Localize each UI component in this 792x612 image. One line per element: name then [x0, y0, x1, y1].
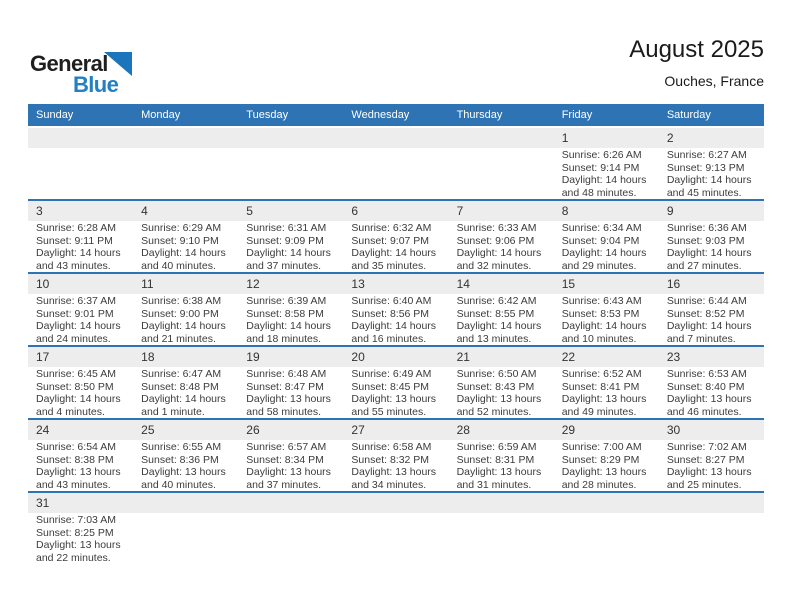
detail-line: Sunrise: 7:00 AM	[561, 441, 642, 453]
header-titles	[629, 36, 764, 89]
detail-line: Sunset: 8:48 PM	[141, 380, 219, 393]
detail-line: Daylight: 13 hours	[246, 466, 331, 479]
week-row-4	[28, 347, 764, 420]
day-details	[449, 367, 554, 418]
day-details	[238, 294, 343, 345]
detail-line: Sunset: 8:56 PM	[351, 307, 430, 320]
day-number: 8	[561, 204, 569, 218]
day-details	[449, 221, 554, 272]
detail-line: Sunset: 8:45 PM	[351, 380, 430, 393]
detail-line: Sunrise: 6:40 AM	[351, 295, 432, 307]
day-details	[28, 221, 133, 272]
detail-line: Sunset: 8:27 PM	[666, 453, 745, 466]
day-cell-21	[449, 347, 554, 418]
detail-line: and 13 minutes.	[456, 332, 532, 345]
empty-day-cell	[238, 493, 343, 564]
day-cell-13	[343, 274, 448, 345]
detail-line: Sunrise: 6:31 AM	[246, 222, 327, 234]
day-details	[238, 440, 343, 491]
day-cell-25	[133, 420, 238, 491]
detail-line: and 58 minutes.	[246, 405, 321, 418]
day-cell-18	[133, 347, 238, 418]
day-cell-16	[659, 274, 764, 345]
detail-line: and 7 minutes.	[666, 332, 736, 345]
day-number: 20	[351, 350, 365, 364]
day-cell-29	[554, 420, 659, 491]
detail-line: Daylight: 14 hours	[351, 320, 437, 333]
detail-line: and 52 minutes.	[456, 405, 532, 418]
detail-line: Daylight: 14 hours	[141, 393, 226, 406]
day-cell-27	[343, 420, 448, 491]
day-number: 24	[36, 423, 50, 437]
detail-line: Sunset: 8:41 PM	[561, 380, 640, 393]
day-number: 19	[246, 350, 260, 364]
detail-line: Sunrise: 6:28 AM	[36, 222, 116, 234]
detail-line: and 32 minutes.	[456, 259, 532, 272]
day-number: 27	[351, 423, 365, 437]
detail-line: Daylight: 13 hours	[351, 393, 437, 406]
detail-line: Sunset: 9:04 PM	[561, 234, 640, 247]
empty-day-cell	[343, 493, 448, 564]
day-details	[133, 367, 238, 418]
detail-line: and 34 minutes.	[351, 478, 427, 491]
day-cell-8	[554, 201, 659, 272]
day-cell-22	[554, 347, 659, 418]
detail-line: and 48 minutes.	[561, 186, 637, 199]
day-details	[343, 367, 448, 418]
detail-line: Daylight: 13 hours	[36, 539, 121, 552]
detail-line: Sunrise: 6:57 AM	[246, 441, 327, 453]
detail-line: Sunset: 9:14 PM	[561, 161, 640, 174]
detail-line: Sunset: 9:11 PM	[36, 234, 113, 247]
day-number: 7	[456, 204, 464, 218]
detail-line: Sunrise: 6:47 AM	[141, 368, 222, 380]
empty-day-cell	[133, 493, 238, 564]
week-row-5	[28, 420, 764, 493]
day-cell-12	[238, 274, 343, 345]
day-number: 9	[666, 204, 674, 218]
week-row-1	[28, 128, 764, 201]
detail-line: Daylight: 13 hours	[456, 393, 542, 406]
day-cell-15	[554, 274, 659, 345]
day-cell-2	[659, 128, 764, 199]
detail-line: Sunrise: 6:33 AM	[456, 222, 537, 234]
empty-day-cell	[343, 128, 448, 199]
day-cell-1	[554, 128, 659, 199]
detail-line: and 55 minutes.	[351, 405, 427, 418]
day-number: 13	[351, 277, 365, 291]
detail-line: and 37 minutes.	[246, 478, 321, 491]
detail-line: Daylight: 14 hours	[666, 247, 752, 260]
detail-line: Sunset: 8:25 PM	[36, 526, 114, 539]
day-number: 29	[561, 423, 576, 437]
day-number: 1	[561, 131, 569, 145]
detail-line: Sunset: 9:01 PM	[36, 307, 114, 320]
weekday-header-sunday: Sunday	[36, 109, 74, 121]
day-details	[554, 148, 659, 199]
detail-line: and 43 minutes.	[36, 478, 111, 491]
empty-day-cell	[28, 128, 133, 199]
detail-line: Sunrise: 6:53 AM	[666, 368, 747, 380]
detail-line: Sunrise: 6:43 AM	[561, 295, 642, 307]
calendar-weeks	[28, 128, 764, 564]
detail-line: Sunset: 8:38 PM	[36, 453, 114, 466]
weekday-header-row	[28, 104, 764, 126]
day-number: 21	[456, 350, 470, 364]
day-cell-17	[28, 347, 133, 418]
day-details	[28, 513, 133, 564]
detail-line: Sunrise: 6:50 AM	[456, 368, 537, 380]
detail-line: and 25 minutes.	[666, 478, 742, 491]
day-cell-26	[238, 420, 343, 491]
detail-line: Daylight: 13 hours	[141, 466, 226, 479]
day-number: 6	[351, 204, 359, 218]
detail-line: Sunset: 8:47 PM	[246, 380, 324, 393]
location-subtitle: Ouches, France	[664, 73, 764, 89]
calendar-table	[28, 104, 764, 564]
day-details	[659, 148, 764, 199]
detail-line: and 16 minutes.	[351, 332, 427, 345]
detail-line: Sunset: 8:53 PM	[561, 307, 640, 320]
detail-line: and 35 minutes.	[351, 259, 427, 272]
detail-line: Sunset: 9:07 PM	[351, 234, 430, 247]
detail-line: Daylight: 14 hours	[666, 174, 752, 187]
detail-line: Sunrise: 6:54 AM	[36, 441, 116, 453]
detail-line: Sunset: 9:06 PM	[456, 234, 535, 247]
day-cell-28	[449, 420, 554, 491]
detail-line: Sunrise: 6:45 AM	[36, 368, 116, 380]
detail-line: and 27 minutes.	[666, 259, 742, 272]
day-cell-4	[133, 201, 238, 272]
empty-day-cell	[133, 128, 238, 199]
detail-line: Sunset: 8:55 PM	[456, 307, 535, 320]
detail-line: Daylight: 14 hours	[561, 247, 647, 260]
detail-line: Sunrise: 6:27 AM	[666, 149, 747, 161]
detail-line: Sunrise: 6:39 AM	[246, 295, 327, 307]
day-details	[659, 440, 764, 491]
day-number: 11	[141, 277, 154, 291]
day-number: 25	[141, 423, 155, 437]
detail-line: and 37 minutes.	[246, 259, 321, 272]
detail-line: Sunrise: 6:42 AM	[456, 295, 537, 307]
day-number: 23	[666, 350, 681, 364]
weekday-header-friday: Friday	[561, 109, 593, 121]
detail-line: Sunrise: 7:03 AM	[36, 514, 116, 526]
day-details	[238, 221, 343, 272]
empty-day-cell	[659, 493, 764, 564]
day-details	[659, 294, 764, 345]
detail-line: Daylight: 14 hours	[36, 320, 121, 333]
detail-line: Daylight: 14 hours	[246, 320, 331, 333]
detail-line: Sunrise: 6:26 AM	[561, 149, 642, 161]
detail-line: Sunset: 8:31 PM	[456, 453, 535, 466]
detail-line: and 24 minutes.	[36, 332, 111, 345]
detail-line: Sunrise: 6:32 AM	[351, 222, 432, 234]
detail-line: Sunset: 8:43 PM	[456, 380, 535, 393]
detail-line: Daylight: 14 hours	[141, 320, 226, 333]
detail-line: Sunrise: 6:59 AM	[456, 441, 537, 453]
week-row-3	[28, 274, 764, 347]
day-number: 18	[141, 350, 155, 364]
day-number: 12	[246, 277, 260, 291]
detail-line: Daylight: 14 hours	[561, 174, 647, 187]
detail-line: Sunrise: 6:52 AM	[561, 368, 642, 380]
day-details	[659, 221, 764, 272]
empty-day-cell	[449, 493, 554, 564]
day-number: 28	[456, 423, 470, 437]
detail-line: Sunrise: 6:55 AM	[141, 441, 222, 453]
day-number: 30	[666, 423, 681, 437]
weekday-header-wednesday: Wednesday	[351, 109, 410, 121]
day-number: 31	[36, 496, 50, 510]
day-cell-5	[238, 201, 343, 272]
day-number: 4	[141, 204, 148, 218]
detail-line: and 22 minutes.	[36, 551, 111, 564]
detail-line: and 4 minutes.	[36, 405, 105, 418]
detail-line: Daylight: 14 hours	[351, 247, 437, 260]
day-details	[133, 294, 238, 345]
empty-day-cell	[449, 128, 554, 199]
day-details	[659, 367, 764, 418]
page-title: August 2025	[629, 36, 764, 63]
detail-line: Sunrise: 6:36 AM	[666, 222, 747, 234]
detail-line: Sunrise: 6:37 AM	[36, 295, 116, 307]
day-cell-23	[659, 347, 764, 418]
detail-line: and 46 minutes.	[666, 405, 742, 418]
detail-line: Daylight: 14 hours	[141, 247, 226, 260]
day-cell-19	[238, 347, 343, 418]
weekday-header-saturday: Saturday	[666, 109, 711, 121]
detail-line: Daylight: 13 hours	[36, 466, 121, 479]
detail-line: and 18 minutes.	[246, 332, 321, 345]
day-details	[554, 221, 659, 272]
day-number: 22	[561, 350, 576, 364]
day-cell-9	[659, 201, 764, 272]
day-number: 16	[666, 277, 681, 291]
weekday-header-tuesday: Tuesday	[246, 109, 289, 121]
day-cell-10	[28, 274, 133, 345]
day-details	[343, 221, 448, 272]
detail-line: Daylight: 14 hours	[246, 247, 331, 260]
detail-line: Sunset: 9:10 PM	[141, 234, 219, 247]
detail-line: Sunrise: 6:38 AM	[141, 295, 222, 307]
empty-day-cell	[554, 493, 659, 564]
detail-line: Sunset: 9:09 PM	[246, 234, 324, 247]
day-cell-31	[28, 493, 133, 564]
detail-line: Sunset: 9:03 PM	[666, 234, 745, 247]
day-details	[238, 367, 343, 418]
day-details	[133, 221, 238, 272]
day-details	[449, 440, 554, 491]
detail-line: Sunset: 8:58 PM	[246, 307, 324, 320]
detail-line: Sunrise: 6:58 AM	[351, 441, 432, 453]
detail-line: Daylight: 14 hours	[36, 393, 121, 406]
empty-day-cell	[238, 128, 343, 199]
detail-line: Sunrise: 6:49 AM	[351, 368, 432, 380]
detail-line: Daylight: 14 hours	[666, 320, 752, 333]
detail-line: and 29 minutes.	[561, 259, 637, 272]
day-number: 26	[246, 423, 260, 437]
day-cell-20	[343, 347, 448, 418]
detail-line: Sunrise: 6:29 AM	[141, 222, 222, 234]
day-number: 14	[456, 277, 470, 291]
detail-line: Sunrise: 6:34 AM	[561, 222, 642, 234]
detail-line: Sunset: 8:32 PM	[351, 453, 430, 466]
day-details	[554, 367, 659, 418]
day-cell-14	[449, 274, 554, 345]
day-details	[28, 440, 133, 491]
day-details	[343, 440, 448, 491]
day-number: 15	[561, 277, 576, 291]
weekday-header-thursday: Thursday	[456, 109, 503, 121]
detail-line: Daylight: 13 hours	[351, 466, 437, 479]
day-number: 5	[246, 204, 253, 218]
detail-line: Sunrise: 6:44 AM	[666, 295, 747, 307]
detail-line: and 43 minutes.	[36, 259, 111, 272]
day-cell-3	[28, 201, 133, 272]
day-number: 2	[666, 131, 674, 145]
day-number: 10	[36, 277, 50, 291]
day-cell-24	[28, 420, 133, 491]
day-details	[554, 294, 659, 345]
logo-text-general: General	[30, 51, 108, 76]
day-details	[554, 440, 659, 491]
day-details	[449, 294, 554, 345]
detail-line: Daylight: 13 hours	[666, 393, 752, 406]
day-number: 17	[36, 350, 50, 364]
logo-text-blue: Blue	[73, 72, 119, 97]
detail-line: Sunset: 8:29 PM	[561, 453, 640, 466]
day-cell-30	[659, 420, 764, 491]
detail-line: Daylight: 13 hours	[456, 466, 542, 479]
detail-line: Sunset: 8:52 PM	[666, 307, 745, 320]
detail-line: and 31 minutes.	[456, 478, 532, 491]
detail-line: and 1 minute.	[141, 405, 205, 418]
day-details	[343, 294, 448, 345]
detail-line: and 28 minutes.	[561, 478, 637, 491]
weekday-header-monday: Monday	[141, 109, 181, 121]
detail-line: and 49 minutes.	[561, 405, 637, 418]
day-cell-6	[343, 201, 448, 272]
detail-line: Sunrise: 7:02 AM	[666, 441, 747, 453]
detail-line: Sunset: 8:50 PM	[36, 380, 114, 393]
detail-line: Sunset: 9:13 PM	[666, 161, 745, 174]
detail-line: Sunset: 8:36 PM	[141, 453, 219, 466]
detail-line: and 10 minutes.	[561, 332, 637, 345]
detail-line: Daylight: 14 hours	[456, 320, 542, 333]
day-details	[28, 294, 133, 345]
detail-line: Daylight: 14 hours	[561, 320, 647, 333]
detail-line: Daylight: 13 hours	[561, 466, 647, 479]
week-row-6	[28, 493, 764, 564]
detail-line: and 40 minutes.	[141, 259, 216, 272]
detail-line: Sunset: 8:40 PM	[666, 380, 745, 393]
detail-line: Daylight: 13 hours	[246, 393, 331, 406]
detail-line: Sunset: 8:34 PM	[246, 453, 324, 466]
detail-line: Daylight: 13 hours	[666, 466, 752, 479]
week-row-2	[28, 201, 764, 274]
general-blue-logo	[30, 45, 140, 99]
detail-line: and 45 minutes.	[666, 186, 742, 199]
detail-line: and 40 minutes.	[141, 478, 216, 491]
detail-line: Daylight: 13 hours	[561, 393, 647, 406]
detail-line: Sunrise: 6:48 AM	[246, 368, 327, 380]
day-cell-7	[449, 201, 554, 272]
detail-line: Sunset: 9:00 PM	[141, 307, 219, 320]
detail-line: and 21 minutes.	[141, 332, 216, 345]
day-cell-11	[133, 274, 238, 345]
detail-line: Daylight: 14 hours	[36, 247, 121, 260]
day-number: 3	[36, 204, 43, 218]
detail-line: Daylight: 14 hours	[456, 247, 542, 260]
day-details	[28, 367, 133, 418]
day-details	[133, 440, 238, 491]
